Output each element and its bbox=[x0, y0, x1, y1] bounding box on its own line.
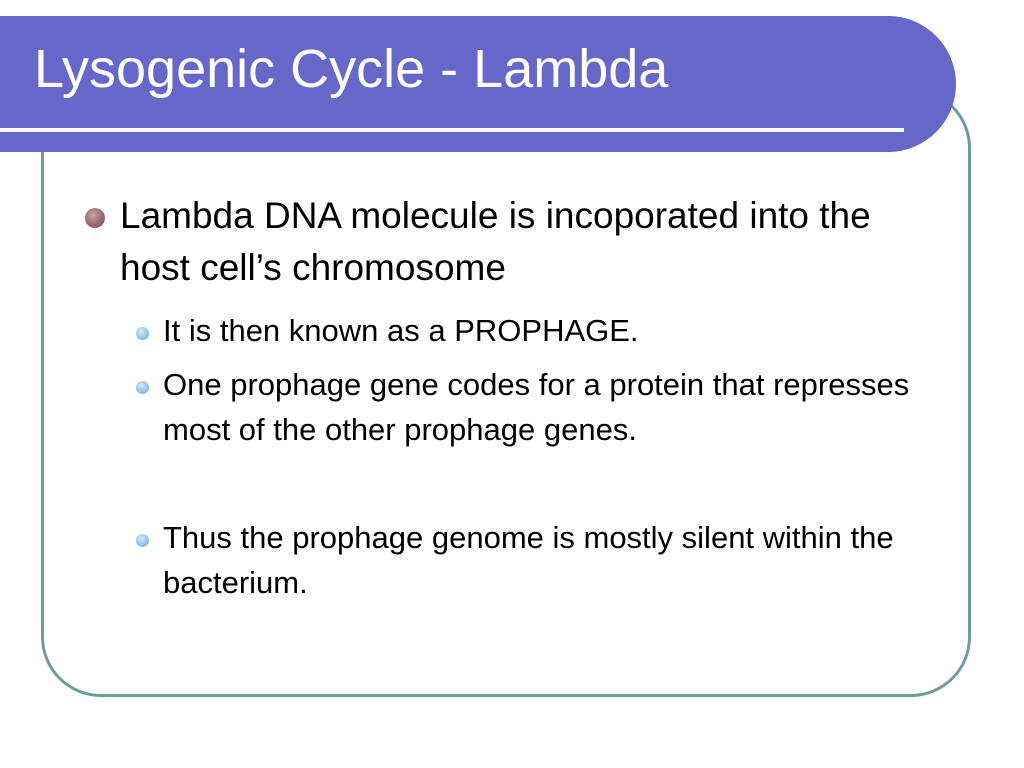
sub-bullet-item: Thus the prophage genome is mostly silent within the bacterium. bbox=[163, 520, 894, 600]
sub-bullet-dot-icon bbox=[136, 327, 149, 340]
bullet-item: Lambda DNA molecule is incoporated into the host cell’s chromosome bbox=[120, 195, 871, 288]
sub-bullet-dot-icon bbox=[136, 381, 149, 394]
sub-bullet-item: It is then known as a PROPHAGE. bbox=[163, 313, 639, 348]
bullet-dot-icon bbox=[85, 208, 105, 228]
sub-bullet-dot-icon bbox=[136, 534, 149, 547]
sub-bullet-item: One prophage gene codes for a protein that represses most of the other prophage genes. bbox=[163, 367, 910, 447]
slide-title: Lysogenic Cycle - Lambda bbox=[34, 39, 669, 99]
